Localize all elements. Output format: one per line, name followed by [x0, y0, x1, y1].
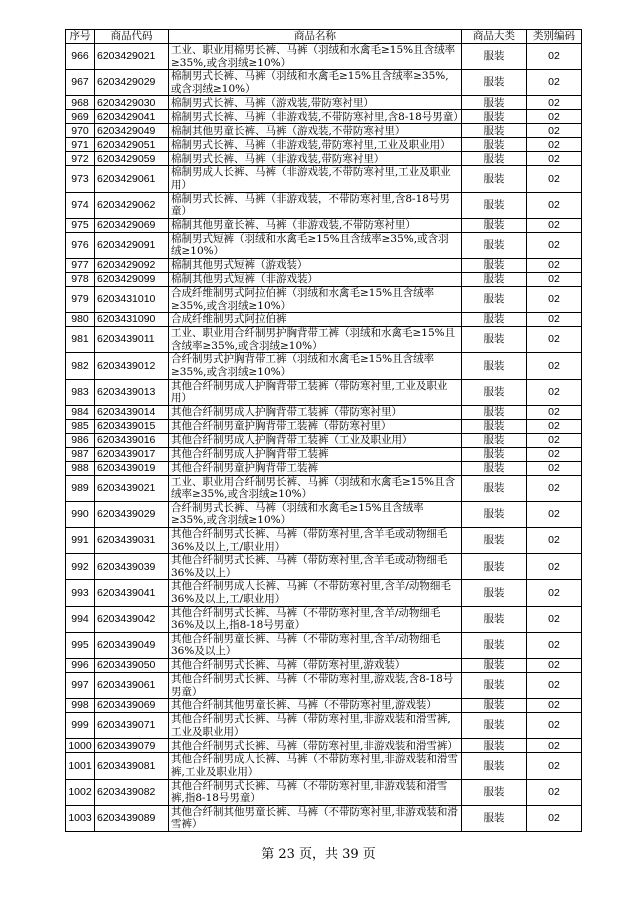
table-body [66, 44, 582, 832]
cell-num: 973 [66, 166, 95, 192]
cell-class-code: 02 [527, 138, 582, 152]
table-row [66, 286, 582, 312]
cell-category: 服装 [462, 327, 527, 353]
table-row [66, 313, 582, 327]
cell-category: 服装 [462, 632, 527, 658]
cell-class-code: 02 [527, 44, 582, 70]
cell-class-code: 02 [527, 713, 582, 739]
cell-name: 合纤制男式长裤、马裤（羽绒和水禽毛≥15%且含绒率≥35%,或含羽绒≥10%） [169, 501, 462, 527]
cell-name: 棉制男式长裤、马裤（非游戏装,不带防寒衬里,含8-18号男童） [169, 110, 462, 124]
cell-category: 服装 [462, 779, 527, 805]
cell-num: 975 [66, 218, 95, 232]
cell-class-code: 02 [527, 405, 582, 419]
cell-code: 6203439012 [95, 353, 169, 379]
table-row [66, 447, 582, 461]
cell-category: 服装 [462, 433, 527, 447]
cell-code: 6203439081 [95, 753, 169, 779]
cell-category: 服装 [462, 753, 527, 779]
cell-name: 其他合纤制男成人护胸背带工装裤 [169, 447, 462, 461]
cell-class-code: 02 [527, 779, 582, 805]
cell-name: 其他合纤制其他男童长裤、马裤（不带防寒衬里,非游戏装和滑雪裤） [169, 805, 462, 831]
cell-name: 工业、职业用棉男长裤、马裤（羽绒和水禽毛≥15%且含绒率≥35%,或含羽绒≥10%） [169, 44, 462, 70]
cell-class-code: 02 [527, 313, 582, 327]
cell-code: 6203439017 [95, 447, 169, 461]
goods-table [65, 29, 582, 832]
cell-code: 6203429049 [95, 124, 169, 138]
cell-class-code: 02 [527, 258, 582, 272]
cell-code: 6203439061 [95, 673, 169, 699]
cell-name: 其他合纤制男式长裤、马裤（不带防寒衬里,游戏装,含8-18号男童） [169, 673, 462, 699]
cell-code: 6203439069 [95, 699, 169, 713]
cell-num: 979 [66, 286, 95, 312]
cell-num: 978 [66, 272, 95, 286]
cell-code: 6203439050 [95, 659, 169, 673]
cell-code: 6203431010 [95, 286, 169, 312]
cell-class-code: 02 [527, 699, 582, 713]
cell-class-code: 02 [527, 166, 582, 192]
cell-category: 服装 [462, 110, 527, 124]
table-row [66, 192, 582, 218]
cell-class-code: 02 [527, 272, 582, 286]
cell-category: 服装 [462, 501, 527, 527]
table-row [66, 501, 582, 527]
table-row [66, 258, 582, 272]
cell-num: 971 [66, 138, 95, 152]
cell-code: 6203429029 [95, 70, 169, 96]
cell-name: 工业、职业用合纤制男护胸背带工裤（羽绒和水禽毛≥15%且含绒率≥35%,或含羽绒≥10%） [169, 327, 462, 353]
cell-category: 服装 [462, 673, 527, 699]
header-num: 序号 [66, 30, 95, 44]
cell-category: 服装 [462, 218, 527, 232]
cell-code: 6203439014 [95, 405, 169, 419]
cell-category: 服装 [462, 124, 527, 138]
cell-code: 6203429041 [95, 110, 169, 124]
cell-category: 服装 [462, 447, 527, 461]
table-row [66, 475, 582, 501]
table-row [66, 327, 582, 353]
cell-category: 服装 [462, 96, 527, 110]
cell-name: 其他合纤制其他男童长裤、马裤（不带防寒衬里,游戏装） [169, 699, 462, 713]
cell-code: 6203439013 [95, 379, 169, 405]
cell-category: 服装 [462, 713, 527, 739]
cell-class-code: 02 [527, 327, 582, 353]
cell-num: 1000 [66, 739, 95, 753]
cell-num: 990 [66, 501, 95, 527]
cell-category: 服装 [462, 353, 527, 379]
cell-num: 976 [66, 232, 95, 258]
table-row [66, 44, 582, 70]
cell-code: 6203439089 [95, 805, 169, 831]
cell-category: 服装 [462, 166, 527, 192]
cell-code: 6203429059 [95, 152, 169, 166]
table-row [66, 124, 582, 138]
cell-category: 服装 [462, 152, 527, 166]
table-row [66, 96, 582, 110]
cell-category: 服装 [462, 699, 527, 713]
cell-name: 合成纤维制男式阿拉伯裤（羽绒和水禽毛≥15%且含绒率≥35%,或含羽绒≥10%） [169, 286, 462, 312]
table-row [66, 110, 582, 124]
cell-num: 968 [66, 96, 95, 110]
cell-name: 合纤制男式护胸背带工裤（羽绒和水禽毛≥15%且含绒率≥35%,或含羽绒≥10%） [169, 353, 462, 379]
cell-code: 6203429092 [95, 258, 169, 272]
table-row [66, 461, 582, 475]
cell-class-code: 02 [527, 501, 582, 527]
cell-code: 6203429099 [95, 272, 169, 286]
table-row [66, 272, 582, 286]
cell-category: 服装 [462, 606, 527, 632]
cell-code: 6203429091 [95, 232, 169, 258]
table-row [66, 405, 582, 419]
cell-name: 其他合纤制男成人护胸背带工装裤（带防寒衬里） [169, 405, 462, 419]
table-row [66, 805, 582, 831]
table-row [66, 353, 582, 379]
table-row [66, 632, 582, 658]
table-row [66, 739, 582, 753]
cell-name: 其他合纤制男式长裤、马裤（带防寒衬里,非游戏装和滑雪裤,工业及职业用） [169, 713, 462, 739]
cell-class-code: 02 [527, 528, 582, 554]
cell-code: 6203429051 [95, 138, 169, 152]
cell-name: 其他合纤制男成人长裤、马裤（不带防寒衬里,非游戏装和滑雪裤,工业及职业用） [169, 753, 462, 779]
cell-class-code: 02 [527, 739, 582, 753]
cell-name: 其他合纤制男式长裤、马裤（带防寒衬里,含羊毛或动物细毛36%及以上,工/职业用） [169, 528, 462, 554]
cell-class-code: 02 [527, 353, 582, 379]
cell-name: 棉制其他男式短裤（非游戏装） [169, 272, 462, 286]
cell-code: 6203431090 [95, 313, 169, 327]
cell-class-code: 02 [527, 70, 582, 96]
cell-category: 服装 [462, 659, 527, 673]
cell-name: 其他合纤制男式长裤、马裤（不带防寒衬里,非游戏装和滑雪裤,指8-18号男童） [169, 779, 462, 805]
cell-code: 6203429061 [95, 166, 169, 192]
cell-num: 988 [66, 461, 95, 475]
cell-class-code: 02 [527, 232, 582, 258]
cell-num: 998 [66, 699, 95, 713]
header-class-code: 类别编码 [527, 30, 582, 44]
cell-code: 6203439031 [95, 528, 169, 554]
cell-class-code: 02 [527, 419, 582, 433]
cell-code: 6203439015 [95, 419, 169, 433]
cell-class-code: 02 [527, 110, 582, 124]
table-row [66, 152, 582, 166]
cell-name: 其他合纤制男式长裤、马裤（带防寒衬里,非游戏装和滑雪裤） [169, 739, 462, 753]
cell-name: 棉制男成人长裤、马裤（非游戏装,不带防寒衬里,工业及职业用） [169, 166, 462, 192]
cell-class-code: 02 [527, 124, 582, 138]
cell-category: 服装 [462, 461, 527, 475]
cell-name: 棉制男式长裤、马裤（非游戏装,带防寒衬里） [169, 152, 462, 166]
cell-class-code: 02 [527, 152, 582, 166]
cell-category: 服装 [462, 138, 527, 152]
cell-name: 棉制男式短裤（羽绒和水禽毛≥15%且含绒率≥35%,或含羽绒≥10%） [169, 232, 462, 258]
cell-category: 服装 [462, 805, 527, 831]
cell-class-code: 02 [527, 580, 582, 606]
cell-category: 服装 [462, 70, 527, 96]
cell-category: 服装 [462, 405, 527, 419]
cell-category: 服装 [462, 528, 527, 554]
cell-num: 987 [66, 447, 95, 461]
cell-code: 6203439071 [95, 713, 169, 739]
cell-category: 服装 [462, 313, 527, 327]
cell-code: 6203439049 [95, 632, 169, 658]
cell-name: 其他合纤制男成人护胸背带工装裤（工业及职业用） [169, 433, 462, 447]
table-row [66, 419, 582, 433]
cell-category: 服装 [462, 580, 527, 606]
table-row [66, 659, 582, 673]
table-row [66, 713, 582, 739]
cell-num: 967 [66, 70, 95, 96]
cell-code: 6203439039 [95, 554, 169, 580]
table-row [66, 433, 582, 447]
cell-num: 993 [66, 580, 95, 606]
cell-name: 工业、职业用合纤制男长裤、马裤（羽绒和水禽毛≥15%且含绒率≥35%,或含羽绒≥10%） [169, 475, 462, 501]
cell-name: 合成纤维制男式阿拉伯裤 [169, 313, 462, 327]
table-row [66, 232, 582, 258]
cell-code: 6203429030 [95, 96, 169, 110]
cell-code: 6203439019 [95, 461, 169, 475]
cell-code: 6203439011 [95, 327, 169, 353]
cell-name: 其他合纤制男成人护胸背带工装裤（带防寒衬里,工业及职业用） [169, 379, 462, 405]
cell-num: 972 [66, 152, 95, 166]
cell-name: 其他合纤制男成人长裤、马裤（不带防寒衬里,含羊/动物细毛36%及以上,工/职业用） [169, 580, 462, 606]
cell-num: 980 [66, 313, 95, 327]
cell-name: 其他合纤制男童护胸背带工装裤 [169, 461, 462, 475]
table-row [66, 218, 582, 232]
cell-class-code: 02 [527, 805, 582, 831]
cell-category: 服装 [462, 419, 527, 433]
cell-class-code: 02 [527, 96, 582, 110]
cell-class-code: 02 [527, 433, 582, 447]
table-row [66, 528, 582, 554]
cell-code: 6203439041 [95, 580, 169, 606]
cell-category: 服装 [462, 475, 527, 501]
cell-num: 1003 [66, 805, 95, 831]
cell-category: 服装 [462, 192, 527, 218]
cell-category: 服装 [462, 44, 527, 70]
cell-code: 6203439042 [95, 606, 169, 632]
cell-class-code: 02 [527, 218, 582, 232]
cell-category: 服装 [462, 286, 527, 312]
header-name: 商品名称 [169, 30, 462, 44]
header-code: 商品代码 [95, 30, 169, 44]
cell-name: 棉制男式长裤、马裤（非游戏装，不带防寒衬里,含8-18号男童） [169, 192, 462, 218]
cell-category: 服装 [462, 258, 527, 272]
cell-class-code: 02 [527, 659, 582, 673]
cell-num: 966 [66, 44, 95, 70]
cell-name: 棉制其他男童长裤、马裤（游戏装,不带防寒衬里） [169, 124, 462, 138]
cell-category: 服装 [462, 739, 527, 753]
cell-code: 6203429062 [95, 192, 169, 218]
cell-num: 977 [66, 258, 95, 272]
cell-class-code: 02 [527, 461, 582, 475]
cell-num: 986 [66, 433, 95, 447]
cell-code: 6203439021 [95, 475, 169, 501]
cell-name: 棉制男式长裤、马裤（游戏装,带防寒衬里） [169, 96, 462, 110]
cell-num: 1001 [66, 753, 95, 779]
cell-num: 999 [66, 713, 95, 739]
table-row [66, 753, 582, 779]
cell-num: 992 [66, 554, 95, 580]
cell-category: 服装 [462, 272, 527, 286]
cell-name: 其他合纤制男式长裤、马裤（带防寒衬里,游戏装） [169, 659, 462, 673]
cell-num: 982 [66, 353, 95, 379]
cell-name: 棉制男式长裤、马裤（非游戏装,带防寒衬里,工业及职业用） [169, 138, 462, 152]
cell-category: 服装 [462, 379, 527, 405]
page-footer: 第 23 页，共 39 页 [261, 847, 376, 862]
table-row [66, 580, 582, 606]
cell-name: 棉制其他男式短裤（游戏装） [169, 258, 462, 272]
cell-num: 969 [66, 110, 95, 124]
cell-class-code: 02 [527, 632, 582, 658]
cell-name: 棉制其他男童长裤、马裤（非游戏装,不带防寒衬里） [169, 218, 462, 232]
cell-category: 服装 [462, 554, 527, 580]
cell-class-code: 02 [527, 753, 582, 779]
cell-code: 6203439079 [95, 739, 169, 753]
cell-class-code: 02 [527, 379, 582, 405]
cell-code: 6203429069 [95, 218, 169, 232]
cell-code: 6203439029 [95, 501, 169, 527]
cell-num: 1002 [66, 779, 95, 805]
cell-name: 其他合纤制男式长裤、马裤（带防寒衬里,含羊毛或动物细毛36%及以上） [169, 554, 462, 580]
cell-code: 6203439016 [95, 433, 169, 447]
table-row [66, 379, 582, 405]
cell-code: 6203429021 [95, 44, 169, 70]
table-row [66, 779, 582, 805]
cell-name: 其他合纤制男童长裤、马裤（不带防寒衬里,含羊/动物细毛36%及以上） [169, 632, 462, 658]
cell-num: 983 [66, 379, 95, 405]
cell-num: 995 [66, 632, 95, 658]
cell-num: 991 [66, 528, 95, 554]
cell-num: 970 [66, 124, 95, 138]
cell-class-code: 02 [527, 673, 582, 699]
cell-num: 985 [66, 419, 95, 433]
table-row [66, 138, 582, 152]
cell-num: 996 [66, 659, 95, 673]
cell-name: 棉制男式长裤、马裤（羽绒和水禽毛≥15%且含绒率≥35%,或含羽绒≥10%） [169, 70, 462, 96]
cell-num: 997 [66, 673, 95, 699]
cell-class-code: 02 [527, 606, 582, 632]
header-category: 商品大类 [462, 30, 527, 44]
cell-num: 981 [66, 327, 95, 353]
table-row [66, 70, 582, 96]
table-row [66, 554, 582, 580]
cell-name: 其他合纤制男式长裤、马裤（不带防寒衬里,含羊/动物细毛36%及以上,指8-18号男童） [169, 606, 462, 632]
cell-class-code: 02 [527, 286, 582, 312]
cell-category: 服装 [462, 232, 527, 258]
cell-num: 984 [66, 405, 95, 419]
cell-num: 994 [66, 606, 95, 632]
cell-class-code: 02 [527, 475, 582, 501]
cell-class-code: 02 [527, 447, 582, 461]
table-row [66, 606, 582, 632]
cell-num: 974 [66, 192, 95, 218]
table-header-row [66, 30, 582, 44]
table-row [66, 699, 582, 713]
cell-num: 989 [66, 475, 95, 501]
table-row [66, 166, 582, 192]
cell-name: 其他合纤制男童护胸背带工装裤（带防寒衬里） [169, 419, 462, 433]
cell-code: 6203439082 [95, 779, 169, 805]
cell-class-code: 02 [527, 192, 582, 218]
cell-class-code: 02 [527, 554, 582, 580]
table-row [66, 673, 582, 699]
